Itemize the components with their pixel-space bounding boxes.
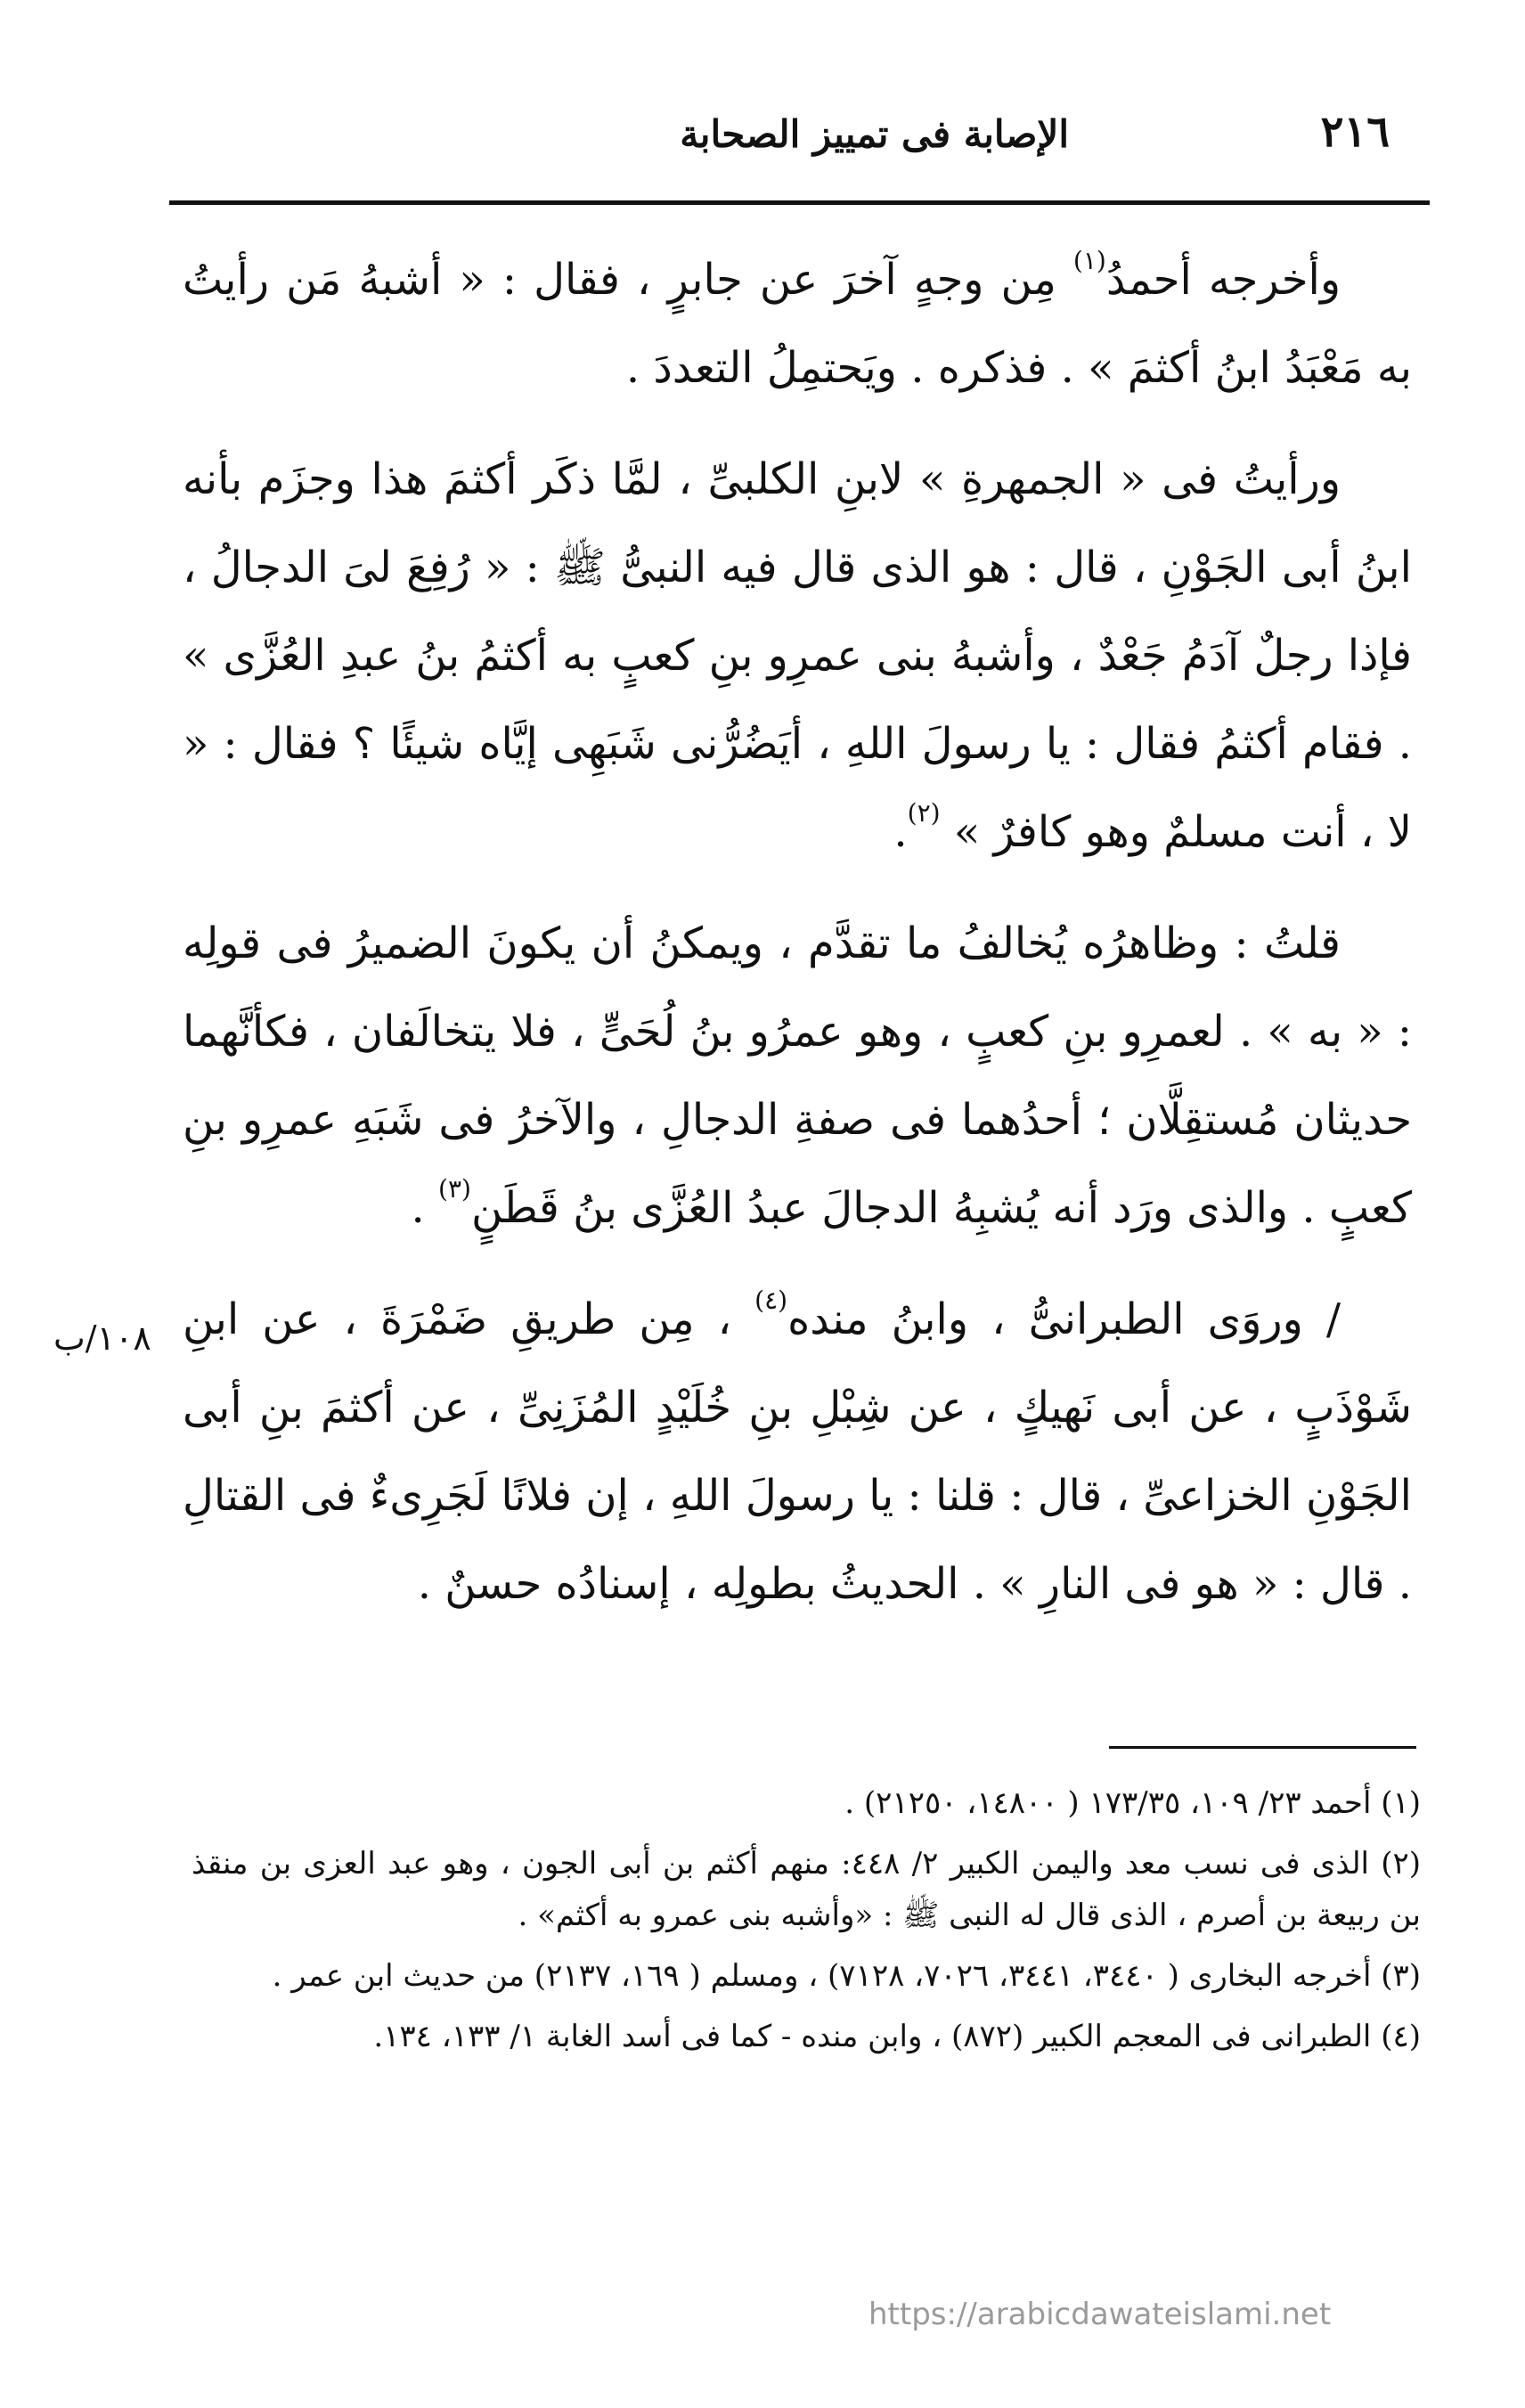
footnote-marker-1: (١) [1072,246,1106,275]
footnote-2: (٢) الذى فى نسب معد واليمن الكبير ٢/ ٤٤٨: منهم أكثم بن أبى الجون ، وهو عبد العزى بن منقذ بن ربيعة بن أصرم ، الذى قال له النبى ﷺ : «وأشبه بنى عمرو به أكثم» . [192,1846,1422,1933]
page-number: ٢١٦ [1320,107,1390,157]
paragraph-2-text-b: . [893,807,908,857]
footnotes [192,1777,1421,2071]
paragraph-4 [183,1276,1412,1628]
header-rule [169,200,1430,205]
paragraph-1 [183,236,1412,412]
paragraph-1-text-b: مِن وجهٍ آخرَ عن جابرٍ ، فقال : « أشبهُ مَن رأيتُ به مَعْبَدُ ابنُ أكثمَ » . فذكره . ويَحتمِلُ التعددَ . [183,255,1412,393]
paragraph-2 [183,436,1412,877]
footnote-marker-4: (٤) [754,1286,788,1315]
paragraph-3 [183,900,1412,1253]
paragraph-3-text-b: . [411,1183,439,1233]
watermark-url: https://arabicdawateislami.net [869,2297,1332,2332]
footnote-marker-3: (٣) [438,1174,471,1204]
page-header [169,98,1416,196]
paragraph-4-text-a: / وروَى الطبرانىُّ ، وابنُ منده [787,1294,1341,1344]
manuscript-folio-reference: ١٠٨/ب [53,1318,151,1358]
paragraph-1-text-a: وأخرجه أحمدُ [1105,255,1341,305]
footnote-separator [1109,1746,1416,1749]
footnote-3: (٣) أخرجه البخارى ( ٣٤٤٠، ٣٤٤١، ٧٠٢٦، ٧١٢٨) ، ومسلم ( ١٦٩، ٢١٣٧) من حديث ابن عمر . [272,1958,1421,1994]
paragraph-3-text-a: قلتُ : وظاهرُه يُخالفُ ما تقدَّم ، ويمكنُ أن يكونَ الضميرُ فى قولِه : « به » . لعمرِو بنِ كعبٍ ، وهو عمرُو بنُ لُحَىٍّ ، فلا يتخالَفان ، فكأنَّهما حديثان مُستقِلَّان ؛ أحدُهما فى صفةِ الدجالِ ، والآخرُ فى شَبَهِ عمرِو بنِ كعبٍ . والذى ورَد أنه يُشبِهُ الدجالَ عبدُ العُزَّى بنُ قَطَنٍ [183,918,1412,1233]
main-text [183,236,1412,1652]
footnote-4: (٤) الطبرانى فى المعجم الكبير (٨٧٢) ، وابن منده - كما فى أسد الغابة ١/ ١٣٣، ١٣٤. [373,2019,1421,2054]
paragraph-4-text-b: ، مِن طريقِ ضَمْرَةَ ، عن ابنِ شَوْذَبٍ ، عن أبى نَهيكٍ ، عن شِبْلِ بنِ خُلَيْدٍ المُزَنِىِّ ، عن أكثمَ بنِ أبى الجَوْنِ الخزاعىِّ ، قال : قلنا : يا رسولَ اللهِ ، إن فلانًا لَجَرِىءٌ فى القتالِ . قال : « هو فى النارِ » . الحديثُ بطولِه ، إسنادُه حسنٌ . [183,1294,1413,1609]
running-title: الإصابة فى تمييز الصحابة [680,112,1069,156]
footnote-1: (١) أحمد ٢٣/ ١٠٩، ١٧٣/٣٥ ( ١٤٨٠٠، ٢١٢٥٠) . [844,1785,1421,1821]
paragraph-2-text-a: ورأيتُ فى « الجمهرةِ » لابنِ الكلبىِّ ، لمَّا ذكَر أكثمَ هذا وجزَم بأنه ابنُ أبى الجَوْنِ ، قال : هو الذى قال فيه النبىُّ ﷺ : « رُفِعَ لىَ الدجالُ ، فإذا رجلٌ آدَمُ جَعْدٌ ، وأشبهُ بنى عمرِو بنِ كعبٍ به أكثمُ بنُ عبدِ العُزَّى » . فقام أكثمُ فقال : يا رسولَ اللهِ ، أيَضُرُّنى شَبَهِى إيَّاه شيئًا ؟ فقال : « لا ، أنت مسلمٌ وهو كافرٌ » [183,454,1413,857]
footnote-marker-2: (٢) [907,798,941,828]
